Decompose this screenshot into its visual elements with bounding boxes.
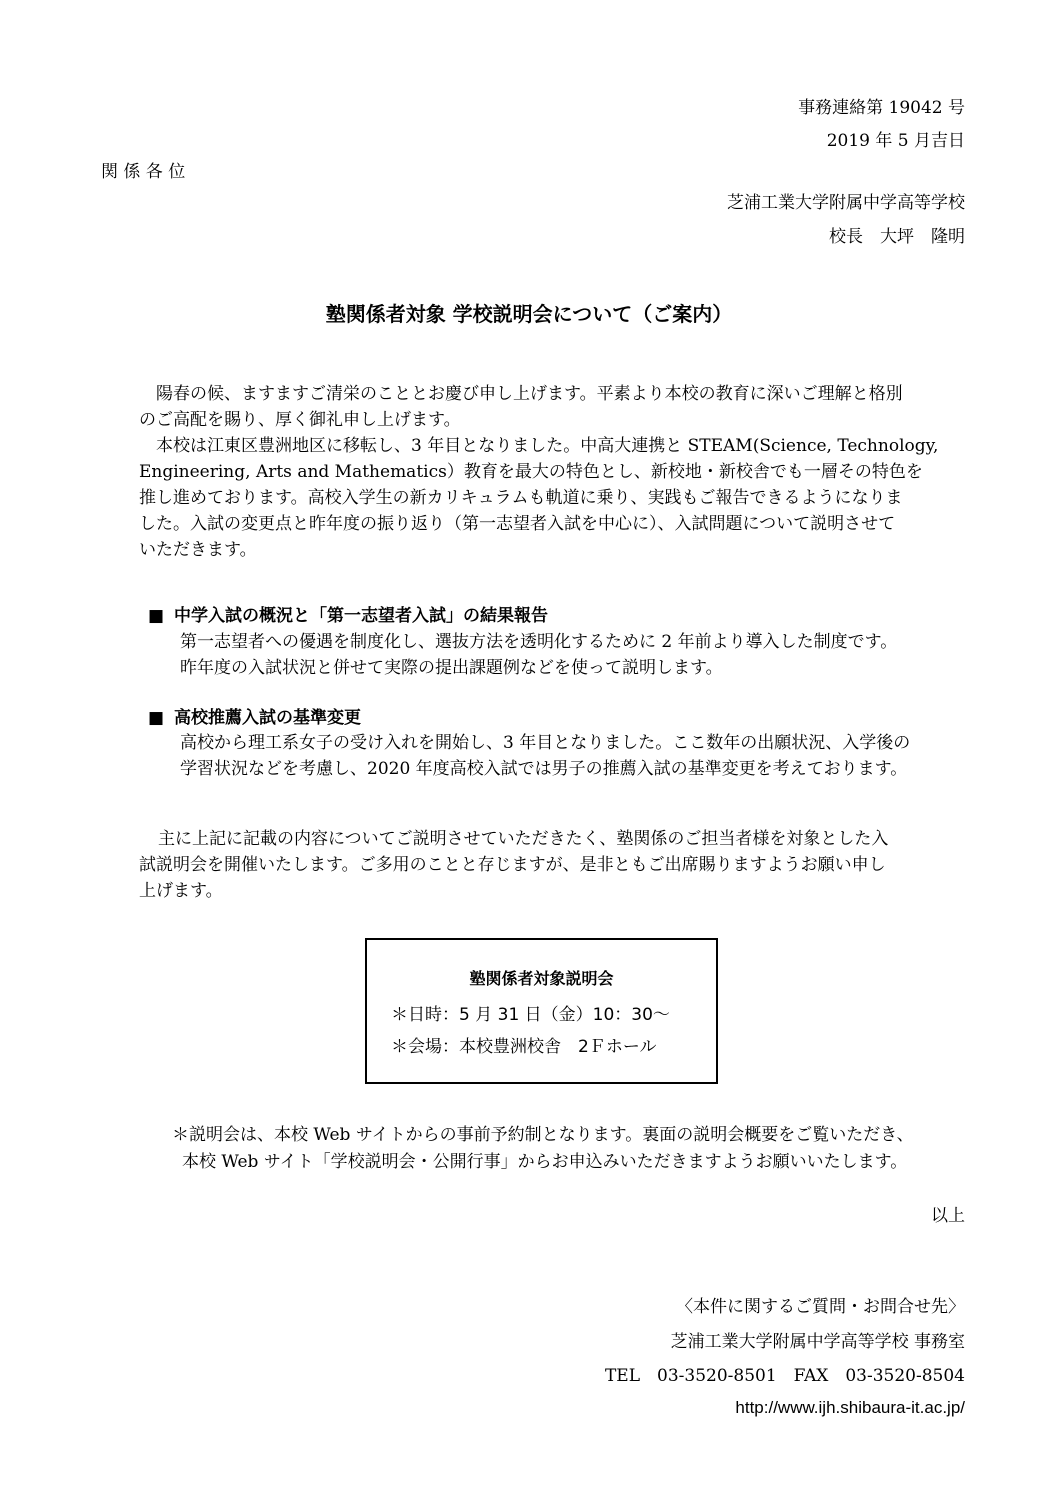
sender-organization: 芝浦工業大学附属中学高等学校	[727, 193, 965, 213]
contact-office: 芝浦工業大学附属中学高等学校 事務室	[670, 1332, 965, 1352]
contact-phone-fax: TEL 03-3520-8501 FAX 03-3520-8504	[604, 1366, 965, 1386]
note-line: ＊説明会は、本校 Web サイトからの事前予約制となります。裏面の説明会概要をご覧いただき、	[172, 1125, 914, 1145]
contact-url-link[interactable]: http://www.ijh.shibaura-it.ac.jp/	[735, 1398, 965, 1417]
document-number: 事務連絡第 19042 号	[798, 98, 965, 118]
intro-line: 陽春の候、ますますご清栄のこととお慶び申し上げます。平素より本校の教育に深いご理解と格別	[156, 384, 903, 404]
intro-line: いただきます。	[139, 540, 257, 560]
topic-line: 第一志望者への優遇を制度化し、選抜方法を透明化するために 2 年前より導入した制度です。	[180, 632, 898, 652]
topic-heading	[148, 707, 361, 729]
topic-line: 昨年度の入試状況と併せて実際の提出課題例などを使って説明します。	[180, 658, 723, 678]
issue-date: 2019 年 5 月吉日	[826, 131, 965, 151]
topic-heading-text: 中学入試の概況と「第一志望者入試」の結果報告	[174, 606, 548, 626]
addressee: 関 係 各 位	[101, 162, 186, 182]
topic-heading-text: 高校推薦入試の基準変更	[174, 708, 361, 728]
square-bullet-icon: ■	[148, 606, 165, 626]
event-title: 塾関係者対象説明会	[469, 969, 614, 988]
contact-heading: 〈本件に関するご質問・お問合せ先〉	[676, 1297, 965, 1317]
document-title: 塾関係者対象 学校説明会について（ご案内）	[325, 302, 733, 326]
intro-line: した。入試の変更点と昨年度の振り返り（第一志望者入試を中心に）、入試問題について説明させて	[139, 514, 896, 534]
end-mark: 以上	[931, 1206, 965, 1226]
sender-name: 校長 大坪 隆明	[829, 227, 965, 247]
topic-line: 学習状況などを考慮し、2020 年度高校入試では男子の推薦入試の基準変更を考えております。	[180, 759, 908, 779]
square-bullet-icon: ■	[148, 708, 165, 728]
event-datetime: ＊日時：5 月 31 日（金）10：30～	[391, 1005, 670, 1025]
event-venue: ＊会場：本校豊洲校舎 2Ｆホール	[391, 1037, 657, 1057]
intro-line: Engineering, Arts and Mathematics）教育を最大の特色とし、新校地・新校舎でも一層その特色を	[139, 462, 923, 482]
intro-line: のご高配を賜り、厚く御礼申し上げます。	[139, 410, 461, 430]
closing-line: 上げます。	[139, 881, 223, 901]
intro-line: 本校は江東区豊洲地区に移転し、3 年目となりました。中高大連携と STEAM(Science, Technology,	[156, 436, 939, 456]
event-info-box	[365, 938, 718, 1084]
topic-line: 高校から理工系女子の受け入れを開始し、3 年目となりました。ここ数年の出願状況、入学後の	[180, 733, 911, 753]
closing-line: 試説明会を開催いたします。ご多用のことと存じますが、是非ともご出席賜りますようお願い申し	[139, 855, 886, 875]
note-line: 本校 Web サイト「学校説明会・公開行事」からお申込みいただきますようお願いいたします。	[182, 1152, 908, 1172]
topic-heading	[148, 605, 548, 627]
intro-line: 推し進めております。高校入学生の新カリキュラムも軌道に乗り、実践もご報告できるようになりま	[139, 488, 903, 508]
closing-line: 主に上記に記載の内容についてご説明させていただきたく、塾関係のご担当者様を対象とした入	[158, 829, 889, 849]
